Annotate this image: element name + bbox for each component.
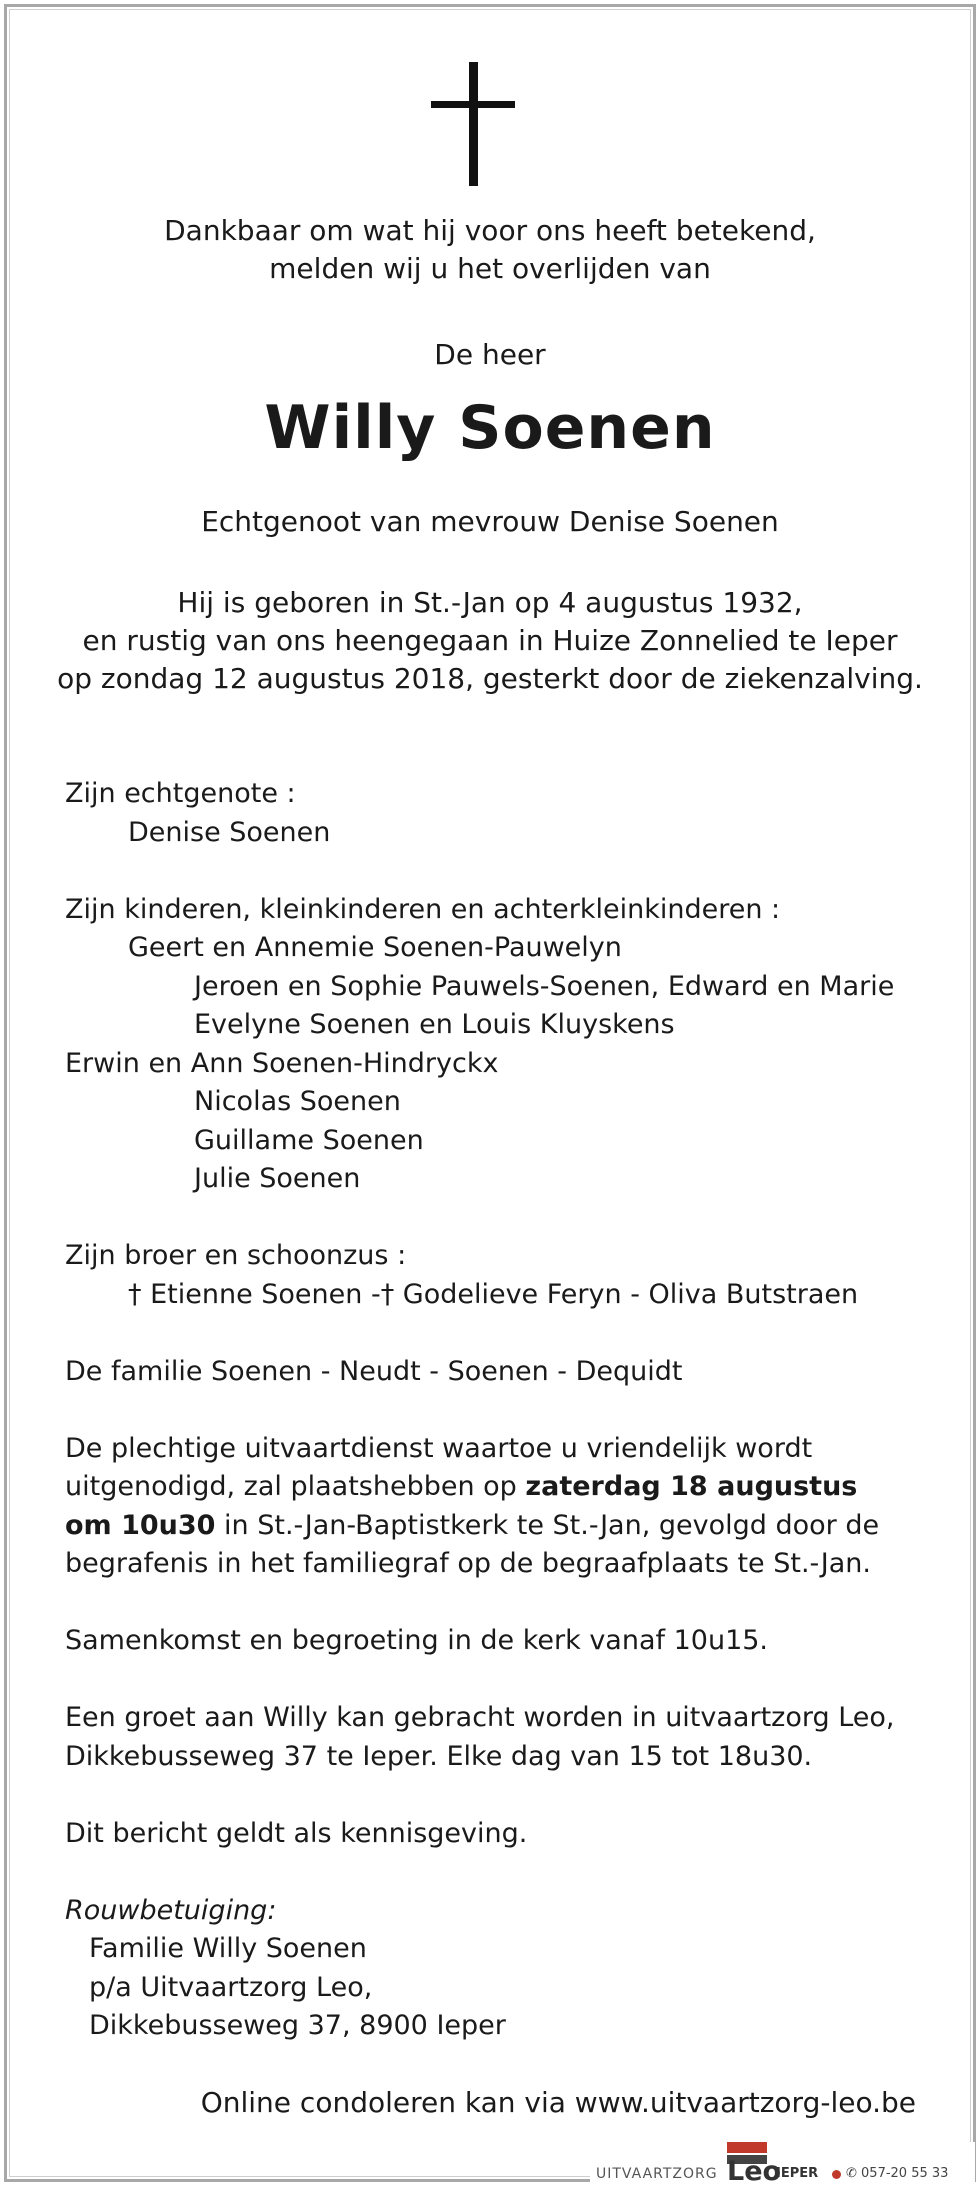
service-date: zaterdag 18 augustus <box>525 1471 858 1502</box>
info-line: op zondag 12 augustus 2018, gesterkt door de ziekenzalving. <box>57 662 923 695</box>
children-heading: Zijn kinderen, kleinkinderen en achterkleinkinderen : <box>65 893 781 925</box>
child-family: Geert en Annemie Soenen-Pauwelyn <box>128 932 622 963</box>
condolence-heading: Rouwbetuiging: <box>65 1894 277 1926</box>
service-line: uitgenodigd, zal plaatshebben op zaterdag 18 augustus <box>65 1471 858 1502</box>
siblings-heading: Zijn broer en schoonzus : <box>65 1240 407 1271</box>
grandchild: Guillame Soenen <box>194 1124 424 1156</box>
condolence-address: p/a Uitvaartzorg Leo, <box>89 1971 373 2003</box>
grandchild: Julie Soenen <box>194 1163 361 1194</box>
brand-city: IEPER <box>776 2166 819 2181</box>
funeral-home-logo <box>590 2142 975 2187</box>
intro-line: Dankbaar om wat hij voor ons heeft betekend, <box>164 214 816 247</box>
visit-info: Een groet aan Willy kan gebracht worden in uitvaartzorg Leo, <box>65 1702 895 1733</box>
birth-death-info <box>0 584 980 698</box>
latin-cross-icon <box>431 62 515 186</box>
grandchild-family: Jeroen en Sophie Pauwels-Soenen, Edward en Marie <box>194 970 895 1002</box>
spouse-name: Denise Soenen <box>128 816 331 848</box>
child-family: Erwin en Ann Soenen-Hindryckx <box>65 1047 499 1079</box>
info-line: en rustig van ons heengegaan in Huize Zonnelied te Ieper <box>82 624 898 657</box>
gathering-info: Samenkomst en begroeting in de kerk vanaf 10u15. <box>65 1625 769 1656</box>
intro-text <box>0 212 980 288</box>
online-condolence-link[interactable]: Online condoleren kan via www.uitvaartzorg-leo.be <box>200 2086 916 2119</box>
phone-number: ✆ 057-20 55 33 <box>846 2166 949 2181</box>
dot-icon <box>832 2170 841 2179</box>
service-time: om 10u30 <box>65 1509 216 1541</box>
intro-line: melden wij u het overlijden van <box>269 252 711 285</box>
service-line: begrafenis in het familiegraf op de begraafplaats te St.-Jan. <box>65 1548 872 1579</box>
spouse-heading: Zijn echtgenote : <box>65 778 296 809</box>
family-section <box>65 775 945 2046</box>
deceased-name: Willy Soenen <box>264 393 716 463</box>
grandchild-family: Evelyne Soenen en Louis Kluyskens <box>194 1009 675 1040</box>
family-names: De familie Soenen - Neudt - Soenen - Dequidt <box>65 1355 683 1387</box>
visit-info: Dikkebusseweg 37 te Ieper. Elke dag van 15 tot 18u30. <box>65 1740 813 1772</box>
brand-name: Leo <box>727 2156 782 2187</box>
condolence-address: Dikkebusseweg 37, 8900 Ieper <box>89 2010 506 2041</box>
brand-prefix: UITVAARTZORG <box>596 2166 718 2182</box>
notice: Dit bericht geldt als kennisgeving. <box>65 1817 528 1849</box>
service-line: De plechtige uitvaartdienst waartoe u vriendelijk wordt <box>65 1432 813 1464</box>
info-line: Hij is geboren in St.-Jan op 4 augustus 1932, <box>177 586 803 619</box>
siblings-names: † Etienne Soenen -† Godelieve Feryn - Oliva Butstraen <box>128 1278 859 1310</box>
honorific: De heer <box>434 338 546 371</box>
condolence-address: Familie Willy Soenen <box>89 1933 367 1964</box>
spouse-line: Echtgenoot van mevrouw Denise Soenen <box>201 505 779 538</box>
grandchild: Nicolas Soenen <box>194 1086 401 1117</box>
service-line: om 10u30 in St.-Jan-Baptistkerk te St.-Jan, gevolgd door de <box>65 1509 880 1541</box>
